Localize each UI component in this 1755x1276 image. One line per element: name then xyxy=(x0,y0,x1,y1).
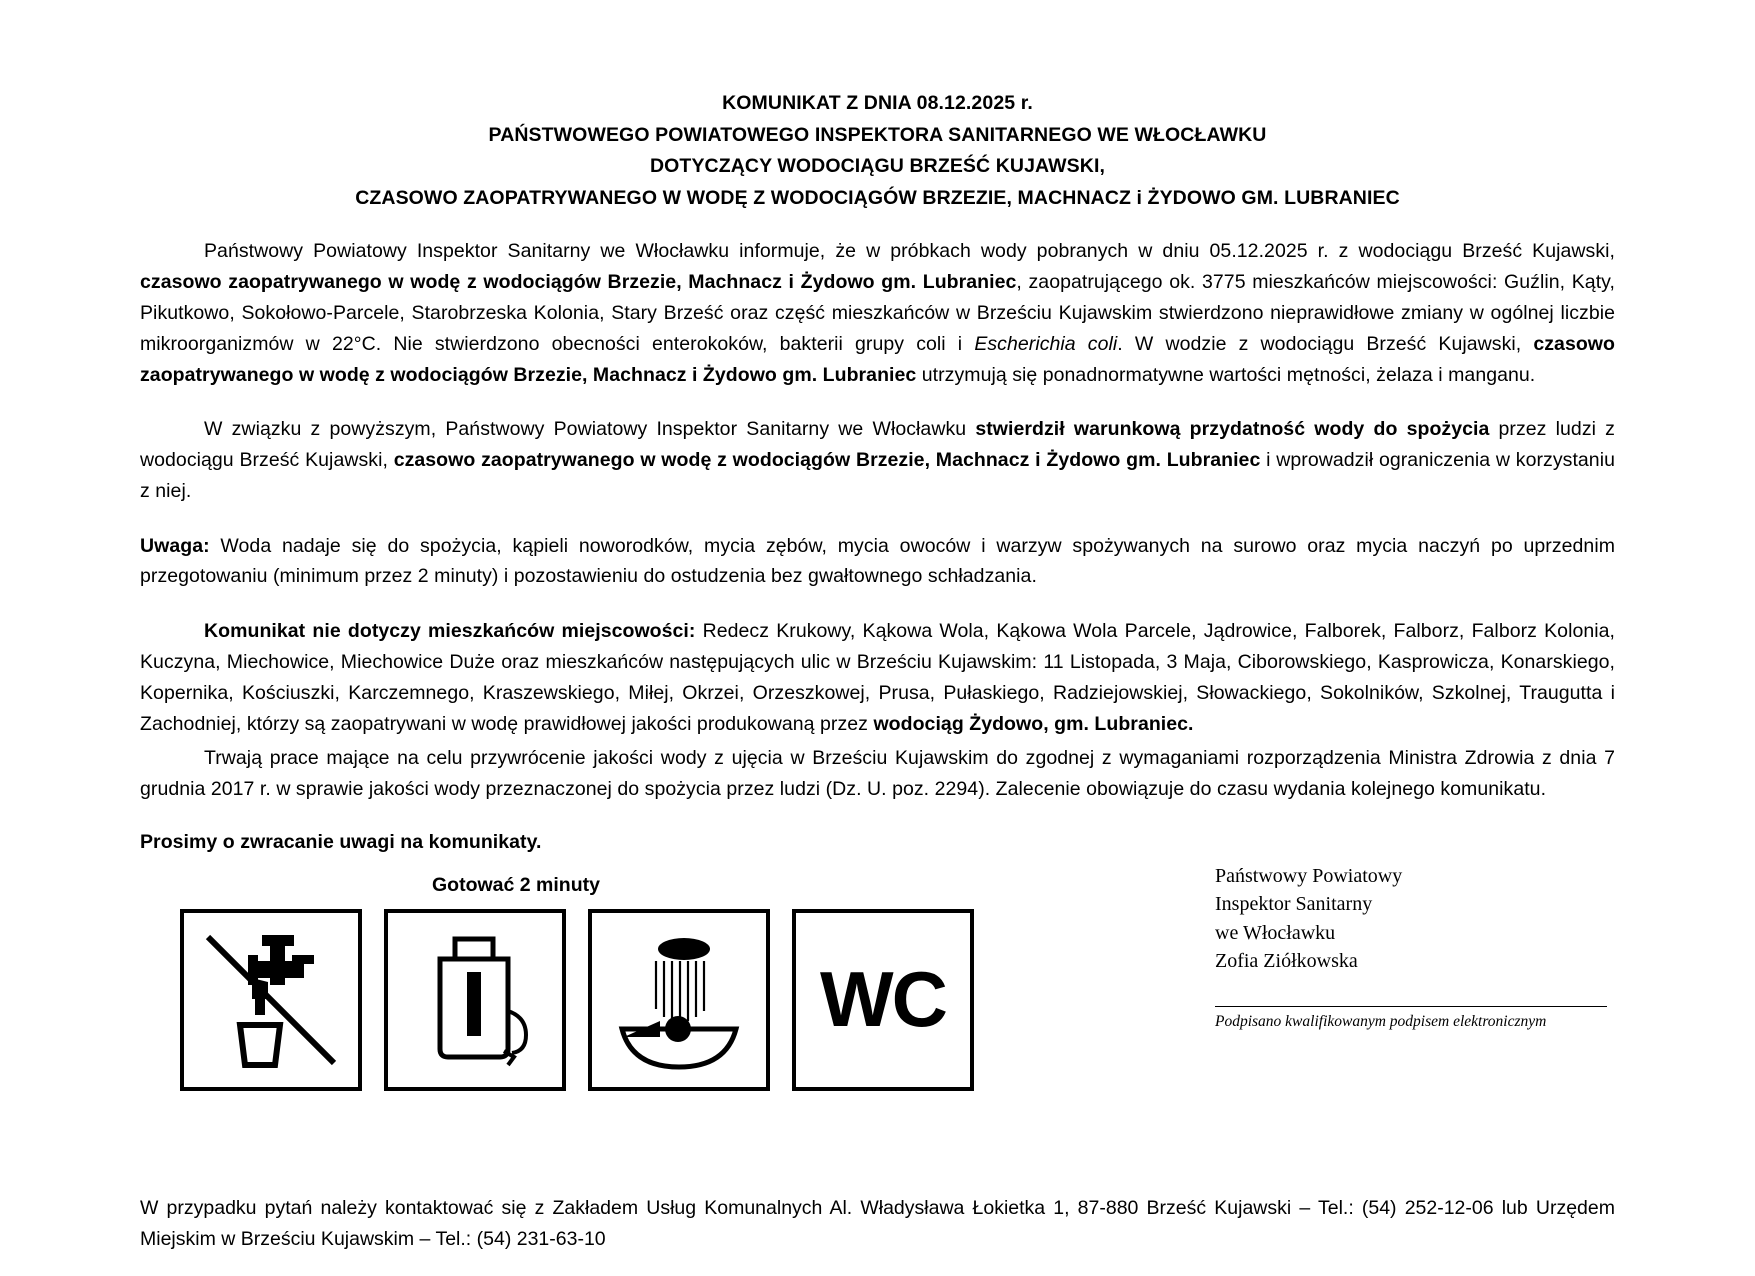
footer-text: W przypadku pytań należy kontaktować się z Zakładem Usług Komunalnych Al. Władysława Łokietka 1, 87-880 Brześć Kujawski – Tel.: (54) 252-12-06 lub Urzędem Miejskim w Brześciu Kujawskim – Tel.: (54) 231-63-10 xyxy=(140,1196,1615,1251)
header-line-2: PAŃSTWOWEGO POWIATOWEGO INSPEKTORA SANITARNEGO WE WŁOCŁAWKU xyxy=(488,123,1267,146)
text-run: Redecz Krukowy, Kąkowa Wola, Kąkowa Wola Parcele, Jądrowice, Falborek, Falborz, Falborz Kolonia, Kuczyna, Miechowice, Miechowice Duże oraz mieszkańców następujących ulic w Brześciu Kujawskim: 11 Listopada, 3 Maja, Ciborowskiego, Kasprowicza, Konarskiego, Kopernika, Kościuszki, Karczemnego, Kraszewskiego, Miłej, Okrzei, Orzeszkowej, Prusa, Pułaskiego, Radziejowskiej, Słowackiego, Sokolników, Szkolnej, Traugutta i Zachodniej, którzy są zaopatrywani w wodę prawidłowej jakości produkowaną przez xyxy=(140,620,1615,735)
notice-label: Uwaga: xyxy=(140,534,210,557)
signature-block xyxy=(1215,862,1615,1033)
header-line-1: KOMUNIKAT Z DNIA 08.12.2025 r. xyxy=(722,92,1033,114)
header-line-3: DOTYCZĄCY WODOCIĄGU BRZEŚĆ KUJAWSKI, xyxy=(649,155,1105,178)
text-run: W związku z powyższym, Państwowy Powiatowy Inspektor Sanitarny we Włocławku xyxy=(204,418,976,441)
footer-contact xyxy=(140,1193,1615,1256)
text-run: przez ludzi z wodociągu Brześć Kujawski, xyxy=(140,418,1615,472)
boil-label: Gotować 2 minuty xyxy=(432,873,600,896)
paragraph-notice xyxy=(140,531,1615,593)
text-run-italic: Escherichia coli xyxy=(974,332,1118,355)
no-tap-water-icon xyxy=(180,909,362,1091)
signature-rule xyxy=(1215,1006,1607,1007)
paragraph-findings xyxy=(140,236,1615,390)
document-header xyxy=(140,88,1615,214)
paragraph-conditional-suitability xyxy=(140,414,1615,506)
text-run-bold: czasowo zaopatrywanego w wodę z wodociągów Brzezie, Machnacz i Żydowo gm. Lubraniec xyxy=(140,332,1615,386)
text-run-bold: czasowo zaopatrywanego w wodę z wodociągów Brzezie, Machnacz i Żydowo gm. Lubraniec xyxy=(140,271,1017,294)
text-run-bold: Komunikat nie dotyczy mieszkańców miejscowości: xyxy=(204,620,696,643)
signature-note: Podpisano kwalifikowanym podpisem elektronicznym xyxy=(1215,1012,1547,1030)
signature-line-3: we Włocławku xyxy=(1215,921,1336,944)
text-run-bold: wodociąg Żydowo, gm. Lubraniec. xyxy=(873,712,1194,735)
paragraph-works-in-progress xyxy=(140,743,1615,805)
header-line-4: CZASOWO ZAOPATRYWANEGO W WODĘ Z WODOCIĄGÓW BRZEZIE, MACHNACZ i ŻYDOWO GM. LUBRANIEC xyxy=(355,186,1400,209)
signature-line-1: Państwowy Powiatowy xyxy=(1215,865,1403,887)
boil-kettle-icon xyxy=(384,909,566,1091)
text-run: utrzymują się ponadnormatywne wartości mętności, żelaza i manganu. xyxy=(916,363,1536,386)
text-run: . W wodzie z wodociągu Brześć Kujawski, xyxy=(1117,332,1534,355)
text-run-bold: czasowo zaopatrywanego w wodę z wodociągów Brzezie, Machnacz i Żydowo gm. Lubraniec xyxy=(393,449,1261,472)
signature-name: Zofia Ziółkowska xyxy=(1215,950,1358,973)
paragraph-closing-request: Prosimy o zwracanie uwagi na komunikaty. xyxy=(140,831,542,854)
text-run-bold: stwierdził warunkową przydatność wody do spożycia xyxy=(975,418,1490,441)
text-run: Trwają prace mające na celu przywrócenie jakości wody z ujęcia w Brześciu Kujawskim do zgodnej z wymaganiami rozporządzenia Ministra Zdrowia z dnia 7 grudnia 2017 r. w sprawie jakości wody przeznaczonej do spożycia przez ludzi (Dz. U. poz. 2294). Zalecenie obowiązuje do czasu wydania kolejnego komunikatu. xyxy=(140,747,1615,801)
text-run: , zaopatrującego ok. 3775 mieszkańców miejscowości: Guźlin, Kąty, Pikutkowo, Sokołowo-Parcele, Starobrzeska Kolonia, Stary Brześć oraz część mieszkańców w Brześciu Kujawskim stwierdzono nieprawidłowe zmiany w ogólnej liczbie mikroorganizmów w 22°C. Nie stwierdzono obecności enterokoków, bakterii grupy coli i xyxy=(140,271,1615,355)
wc-icon xyxy=(792,909,974,1091)
text-run: Woda nadaje się do spożycia, kąpieli noworodków, mycia zębów, mycia owoców i warzyw spożywanych na surowo oraz mycia naczyń po uprzednim przegotowaniu (minimum przez 2 minuty) i pozostawieniu do ostudzenia bez gwałtownego schładzania. xyxy=(140,534,1615,588)
text-run: Państwowy Powiatowy Inspektor Sanitarny we Włocławku informuje, że w próbkach wody pobranych w dniu 05.12.2025 r. z wodociągu Brześć Kujawski, xyxy=(204,240,1615,263)
wc-label: WC xyxy=(820,955,946,1044)
paragraph-exclusions xyxy=(140,616,1615,739)
signature-line-2: Inspektor Sanitarny xyxy=(1215,893,1373,916)
shower-baby-bath-icon xyxy=(588,909,770,1091)
text-run: i wprowadził ograniczenia w korzystaniu z niej. xyxy=(140,449,1615,502)
